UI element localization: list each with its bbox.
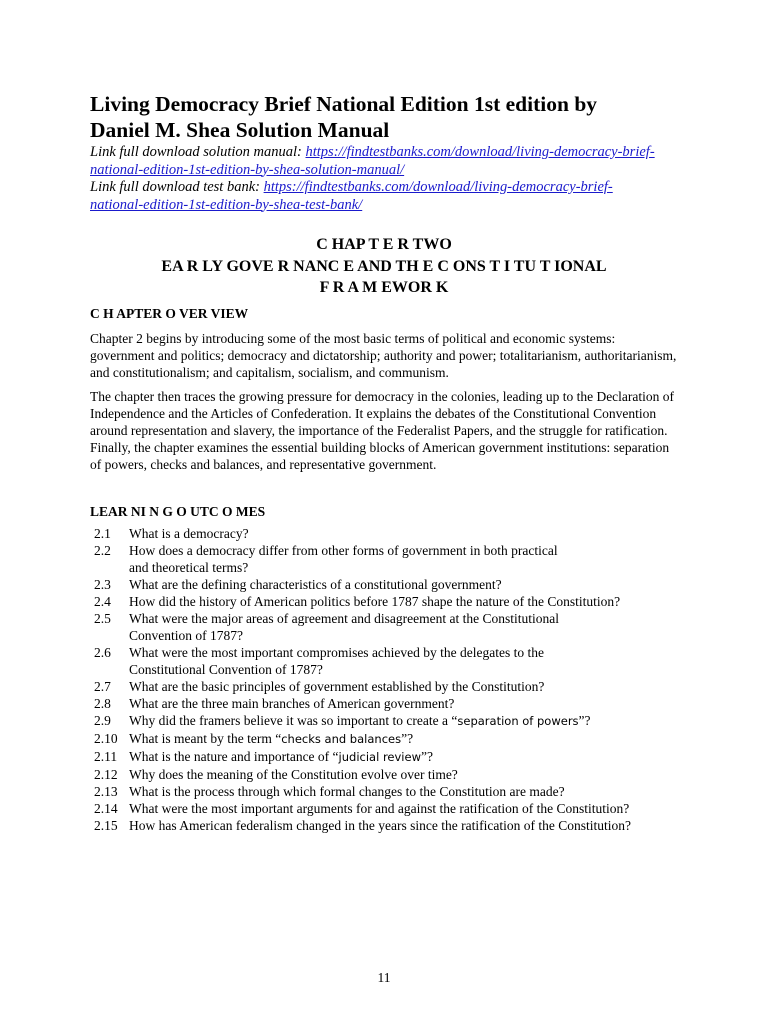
- title-line-2: Daniel M. Shea Solution Manual: [90, 118, 390, 142]
- outcome-text: [129, 644, 694, 678]
- outcome-text: What are the defining characteristics of a constitutional government?: [129, 577, 502, 592]
- outcome-text: [129, 610, 694, 644]
- outcome-text-line-2: Convention of 1787?: [129, 628, 243, 643]
- outcome-item: [94, 593, 694, 610]
- outcome-item: [94, 610, 694, 644]
- outcome-item: [94, 730, 694, 748]
- outcome-text-after: ”?: [578, 713, 591, 728]
- outcome-item: [94, 766, 694, 783]
- document-title: [90, 91, 730, 143]
- outcome-text: [129, 542, 694, 576]
- chapter-title-line-1: EA R LY GOVE R NANC E AND TH E C ONS T I TU T IONAL: [161, 257, 607, 275]
- outcome-number: 2.2: [94, 543, 111, 558]
- overview-heading: C H APTER O VER VIEW: [90, 306, 249, 321]
- outcome-number: 2.4: [94, 594, 111, 609]
- outcome-text: What is a democracy?: [129, 526, 249, 541]
- outcome-text: [129, 748, 694, 766]
- solution-link-prefix: Link full download solution manual:: [90, 144, 306, 160]
- outcome-item: [94, 695, 694, 712]
- outcome-item: [94, 644, 694, 678]
- outcome-number: 2.13: [94, 784, 118, 799]
- outcome-item: [94, 542, 694, 576]
- testbank-link-prefix: Link full download test bank:: [90, 179, 264, 195]
- outcome-item: [94, 678, 694, 695]
- outcome-text: [129, 730, 694, 748]
- outcome-item: [94, 576, 694, 593]
- outcome-text-after: ”?: [401, 731, 414, 746]
- outcomes-heading: LEAR NI N G O UTC O MES: [90, 504, 266, 519]
- outcome-text-line-1: What were the major areas of agreement and disagreement at the Constitutional: [129, 611, 559, 626]
- outcome-item: [94, 525, 694, 542]
- download-links: [90, 144, 730, 214]
- outcome-text-before: What is meant by the term “: [129, 731, 282, 746]
- solution-link-line-2: national-edition-1st-edition-by-shea-solution-manual/: [90, 161, 405, 178]
- outcome-text: How has American federalism changed in the years since the ratification of the Constitution?: [129, 818, 631, 833]
- learning-outcomes-list: [94, 525, 694, 834]
- outcome-number: 2.12: [94, 767, 118, 782]
- outcome-text: What is the process through which formal changes to the Constitution are made?: [129, 784, 565, 799]
- outcome-number: 2.15: [94, 818, 118, 833]
- outcome-number: 2.3: [94, 577, 111, 592]
- overview-paragraph-1: Chapter 2 begins by introducing some of the most basic terms of political and economic systems: government and politics; democracy and dictatorship; authority and power; totalitarianism, authoritarianism, and constitutionalism; and capitalism, socialism, and communism.: [90, 331, 677, 380]
- outcome-text: What are the basic principles of government established by the Constitution?: [129, 679, 545, 694]
- outcome-number: 2.9: [94, 713, 111, 728]
- outcome-item: [94, 748, 694, 766]
- outcome-number: 2.5: [94, 611, 111, 626]
- outcome-text: How did the history of American politics before 1787 shape the nature of the Constitution?: [129, 594, 621, 609]
- outcome-text: [129, 712, 694, 730]
- outcome-item: [94, 800, 694, 817]
- outcome-item: [94, 817, 694, 834]
- outcome-quoted-term: judicial review: [338, 750, 421, 764]
- outcome-text: Why does the meaning of the Constitution evolve over time?: [129, 767, 458, 782]
- outcome-number: 2.7: [94, 679, 111, 694]
- outcome-number: 2.1: [94, 526, 111, 541]
- chapter-title-line-2: F R A M EWOR K: [319, 279, 449, 296]
- outcome-number: 2.14: [94, 801, 118, 816]
- outcome-item: [94, 783, 694, 800]
- outcome-text: What are the three main branches of American government?: [129, 696, 455, 711]
- outcome-quoted-term: checks and balances: [281, 732, 402, 746]
- outcome-number: 2.8: [94, 696, 111, 711]
- outcome-text-line-1: What were the most important compromises achieved by the delegates to the: [129, 645, 544, 660]
- outcome-text: What were the most important arguments for and against the ratification of the Constitution?: [129, 801, 630, 816]
- outcome-text-before: What is the nature and importance of “: [129, 749, 339, 764]
- outcome-item: [94, 712, 694, 730]
- chapter-number: C HAP T E R TWO: [316, 236, 452, 253]
- outcome-text-line-2: Constitutional Convention of 1787?: [129, 662, 323, 677]
- outcome-text-after: ”?: [420, 749, 433, 764]
- outcome-text-line-1: How does a democracy differ from other forms of government in both practical: [129, 543, 558, 558]
- testbank-link-line-2: national-edition-1st-edition-by-shea-test-bank/: [90, 196, 363, 213]
- outcome-number: 2.10: [94, 731, 118, 746]
- title-line-1: Living Democracy Brief National Edition 1st edition by: [90, 92, 598, 116]
- outcome-text-line-2: and theoretical terms?: [129, 560, 249, 575]
- page-number: 11: [377, 970, 391, 985]
- solution-link-line-1: https://findtestbanks.com/download/living-democracy-brief-: [305, 144, 655, 160]
- outcome-number: 2.6: [94, 645, 111, 660]
- overview-paragraph-2: The chapter then traces the growing pressure for democracy in the colonies, leading up to the Declaration of Independence and the Articles of Confederation. It explains the debates of the Constitutional Convention around representation and slavery, the importance of the Federalist Papers, and the struggle for ratification. Finally, the chapter examines the essential building blocks of American government institutions: separation of powers, checks and balances, and representative government.: [90, 389, 675, 472]
- outcome-number: 2.11: [94, 749, 118, 764]
- testbank-link-line-1: https://findtestbanks.com/download/living-democracy-brief-: [263, 179, 613, 195]
- outcome-text-before: Why did the framers believe it was so important to create a “: [129, 713, 458, 728]
- outcome-quoted-term: separation of powers: [457, 714, 579, 728]
- chapter-heading: [90, 234, 678, 299]
